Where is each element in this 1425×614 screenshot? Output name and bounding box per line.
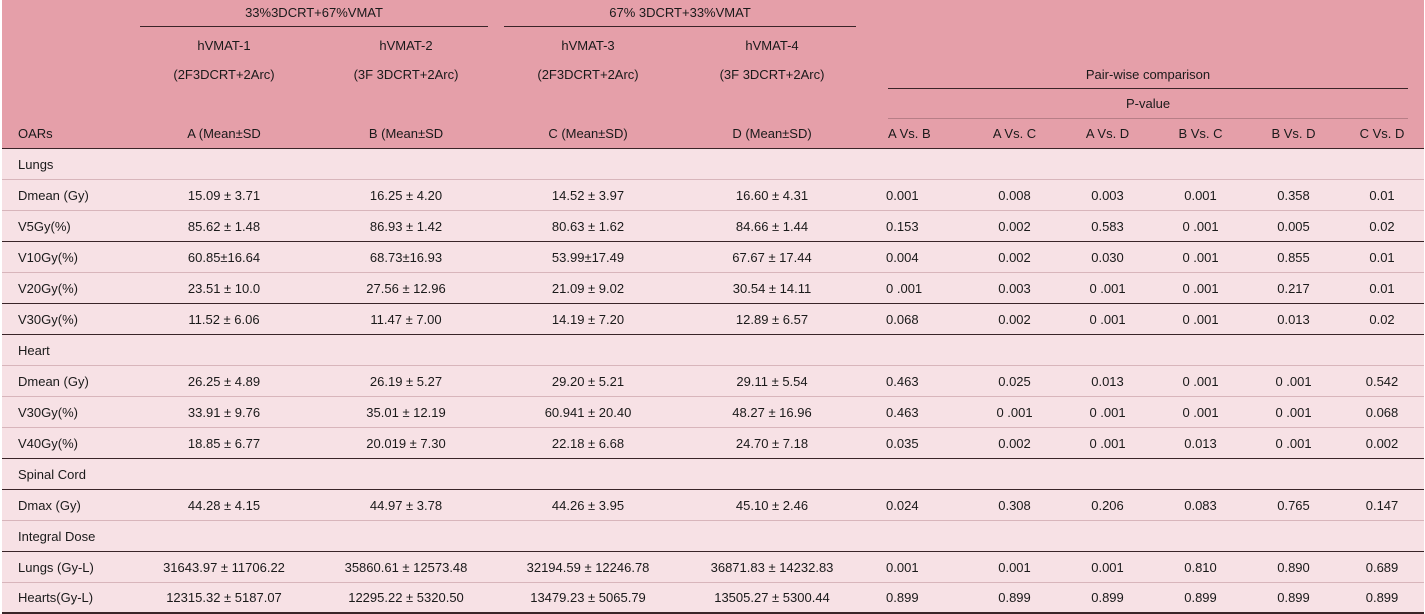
row-label: V10Gy(%) [2, 242, 132, 273]
plan-config-b: (3F 3DCRT+2Arc) [316, 59, 496, 89]
table-row [2, 273, 1424, 304]
value-cell-b: 35860.61 ± 12573.48 [316, 552, 496, 583]
value-cell-c: 44.26 ± 3.95 [496, 490, 680, 521]
pvalue-cell: 0 .001 [864, 273, 968, 304]
pvalue-cell: 0.217 [1247, 273, 1340, 304]
pvalue-cell: 0.01 [1340, 242, 1424, 273]
value-cell-c: 14.19 ± 7.20 [496, 304, 680, 335]
oars-header: OARs [2, 89, 132, 149]
pvalue-cell: 0.001 [968, 552, 1061, 583]
pvalue-cell: 0.035 [864, 428, 968, 459]
pvalue-cell: 0.002 [1340, 428, 1424, 459]
table-header [2, 0, 1424, 149]
section-label: Lungs [2, 149, 132, 180]
row-label: Hearts(Gy-L) [2, 583, 132, 614]
pvalue-cell: 0.030 [1061, 242, 1154, 273]
pvalue-cell: 0 .001 [1247, 397, 1340, 428]
pvalue-cell: 0.068 [1340, 397, 1424, 428]
value-cell-a: 44.28 ± 4.15 [132, 490, 316, 521]
plan-name-b: hVMAT-2 [316, 31, 496, 59]
pvalue-cell: 0.083 [1154, 490, 1247, 521]
comparison-table [2, 0, 1424, 614]
value-cell-c: 13479.23 ± 5065.79 [496, 583, 680, 614]
pvalue-cell: 0.013 [1247, 304, 1340, 335]
pvalue-cell: 0.025 [968, 366, 1061, 397]
value-cell-c: 29.20 ± 5.21 [496, 366, 680, 397]
value-cell-a: 60.85±16.64 [132, 242, 316, 273]
table-row [2, 428, 1424, 459]
value-cell-a: 23.51 ± 10.0 [132, 273, 316, 304]
pvalue-cell: 0.003 [968, 273, 1061, 304]
pvalue-cell: 0.005 [1247, 211, 1340, 242]
pvalue-cell: 0.068 [864, 304, 968, 335]
pvalue-cell: 0.689 [1340, 552, 1424, 583]
table-row [2, 397, 1424, 428]
value-cell-c: 14.52 ± 3.97 [496, 180, 680, 211]
value-cell-b: 86.93 ± 1.42 [316, 211, 496, 242]
pvalue-cell: 0.002 [968, 304, 1061, 335]
pvalue-cell: 0.899 [1340, 583, 1424, 614]
pvalue-cell: 0.206 [1061, 490, 1154, 521]
pvalue-cell: 0.001 [864, 180, 968, 211]
pvalue-cell: 0.024 [864, 490, 968, 521]
row-label: V30Gy(%) [2, 304, 132, 335]
plan-config-d: (3F 3DCRT+2Arc) [680, 59, 864, 89]
stat-header-c: C (Mean±SD) [496, 89, 680, 149]
plan-config-c: (2F3DCRT+2Arc) [496, 59, 680, 89]
pvalue-cell: 0.004 [864, 242, 968, 273]
comparison-header-2: A Vs. D [1061, 119, 1154, 149]
pairwise-header: Pair-wise comparison [888, 67, 1408, 89]
row-label: V5Gy(%) [2, 211, 132, 242]
pvalue-cell: 0.013 [1154, 428, 1247, 459]
plan-name-a: hVMAT-1 [132, 31, 316, 59]
pvalue-cell: 0.003 [1061, 180, 1154, 211]
pvalue-cell: 0.001 [864, 552, 968, 583]
row-label: Lungs (Gy-L) [2, 552, 132, 583]
pvalue-cell: 0.899 [968, 583, 1061, 614]
value-cell-b: 20.019 ± 7.30 [316, 428, 496, 459]
pvalue-cell: 0 .001 [1154, 304, 1247, 335]
pvalue-cell: 0.583 [1061, 211, 1154, 242]
pvalue-cell: 0.899 [1061, 583, 1154, 614]
value-cell-b: 12295.22 ± 5320.50 [316, 583, 496, 614]
table-body [2, 149, 1424, 614]
value-cell-b: 26.19 ± 5.27 [316, 366, 496, 397]
value-cell-d: 48.27 ± 16.96 [680, 397, 864, 428]
comparison-header-1: A Vs. C [968, 119, 1061, 149]
pvalue-cell: 0.810 [1154, 552, 1247, 583]
pvalue-cell: 0.02 [1340, 211, 1424, 242]
pvalue-cell: 0.899 [864, 583, 968, 614]
pvalue-cell: 0.01 [1340, 180, 1424, 211]
value-cell-a: 15.09 ± 3.71 [132, 180, 316, 211]
stat-header-a: A (Mean±SD [132, 89, 316, 149]
pvalue-cell: 0.002 [968, 428, 1061, 459]
pvalue-cell: 0.308 [968, 490, 1061, 521]
comparison-header-0: A Vs. B [864, 119, 968, 149]
comparison-header-4: B Vs. D [1247, 119, 1340, 149]
value-cell-c: 53.99±17.49 [496, 242, 680, 273]
table-row [2, 242, 1424, 273]
comparison-header-5: C Vs. D [1340, 119, 1424, 149]
section-row [2, 149, 1424, 180]
pvalue-cell: 0.002 [968, 211, 1061, 242]
row-label: V20Gy(%) [2, 273, 132, 304]
pvalue-cell: 0.855 [1247, 242, 1340, 273]
row-label: V40Gy(%) [2, 428, 132, 459]
table-row [2, 552, 1424, 583]
value-cell-a: 12315.32 ± 5187.07 [132, 583, 316, 614]
value-cell-a: 18.85 ± 6.77 [132, 428, 316, 459]
group1-header: 33%3DCRT+67%VMAT [140, 5, 488, 27]
pvalue-cell: 0.890 [1247, 552, 1340, 583]
pvalue-cell: 0.463 [864, 366, 968, 397]
pvalue-cell: 0.542 [1340, 366, 1424, 397]
value-cell-d: 13505.27 ± 5300.44 [680, 583, 864, 614]
pvalue-cell: 0.358 [1247, 180, 1340, 211]
pvalue-cell: 0 .001 [1061, 397, 1154, 428]
value-cell-c: 32194.59 ± 12246.78 [496, 552, 680, 583]
group2-header: 67% 3DCRT+33%VMAT [504, 5, 856, 27]
pvalue-cell: 0 .001 [1247, 428, 1340, 459]
pvalue-cell: 0.002 [968, 242, 1061, 273]
value-cell-b: 16.25 ± 4.20 [316, 180, 496, 211]
value-cell-b: 44.97 ± 3.78 [316, 490, 496, 521]
value-cell-a: 33.91 ± 9.76 [132, 397, 316, 428]
value-cell-d: 84.66 ± 1.44 [680, 211, 864, 242]
table-row [2, 583, 1424, 614]
value-cell-d: 29.11 ± 5.54 [680, 366, 864, 397]
pvalue-cell: 0.008 [968, 180, 1061, 211]
value-cell-d: 36871.83 ± 14232.83 [680, 552, 864, 583]
section-label: Heart [2, 335, 132, 366]
section-row [2, 521, 1424, 552]
value-cell-b: 27.56 ± 12.96 [316, 273, 496, 304]
stat-header-d: D (Mean±SD) [680, 89, 864, 149]
pvalue-cell: 0.02 [1340, 304, 1424, 335]
pvalue-cell: 0.001 [1154, 180, 1247, 211]
pvalue-cell: 0 .001 [1154, 397, 1247, 428]
section-label: Spinal Cord [2, 459, 132, 490]
pvalue-cell: 0.899 [1247, 583, 1340, 614]
pvalue-cell: 0 .001 [1154, 211, 1247, 242]
row-label: V30Gy(%) [2, 397, 132, 428]
row-label: Dmean (Gy) [2, 180, 132, 211]
value-cell-d: 12.89 ± 6.57 [680, 304, 864, 335]
pvalue-cell: 0 .001 [1061, 273, 1154, 304]
section-row [2, 335, 1424, 366]
pvalue-cell: 0 .001 [1154, 366, 1247, 397]
table-row [2, 211, 1424, 242]
pvalue-cell: 0 .001 [1247, 366, 1340, 397]
pvalue-cell: 0.001 [1061, 552, 1154, 583]
value-cell-d: 30.54 ± 14.11 [680, 273, 864, 304]
value-cell-c: 60.941 ± 20.40 [496, 397, 680, 428]
value-cell-b: 11.47 ± 7.00 [316, 304, 496, 335]
pvalue-cell: 0.899 [1154, 583, 1247, 614]
value-cell-b: 68.73±16.93 [316, 242, 496, 273]
plan-name-d: hVMAT-4 [680, 31, 864, 59]
table-row [2, 490, 1424, 521]
pvalue-header: P-value [888, 90, 1408, 119]
value-cell-d: 45.10 ± 2.46 [680, 490, 864, 521]
value-cell-b: 35.01 ± 12.19 [316, 397, 496, 428]
value-cell-c: 22.18 ± 6.68 [496, 428, 680, 459]
pvalue-cell: 0.765 [1247, 490, 1340, 521]
value-cell-d: 24.70 ± 7.18 [680, 428, 864, 459]
row-label: Dmean (Gy) [2, 366, 132, 397]
plan-config-a: (2F3DCRT+2Arc) [132, 59, 316, 89]
pvalue-cell: 0.147 [1340, 490, 1424, 521]
value-cell-c: 21.09 ± 9.02 [496, 273, 680, 304]
value-cell-a: 85.62 ± 1.48 [132, 211, 316, 242]
table-row [2, 366, 1424, 397]
value-cell-d: 16.60 ± 4.31 [680, 180, 864, 211]
pvalue-cell: 0 .001 [1154, 242, 1247, 273]
pvalue-cell: 0 .001 [968, 397, 1061, 428]
table-row [2, 304, 1424, 335]
pvalue-cell: 0 .001 [1154, 273, 1247, 304]
pvalue-cell: 0 .001 [1061, 428, 1154, 459]
value-cell-d: 67.67 ± 17.44 [680, 242, 864, 273]
row-label: Dmax (Gy) [2, 490, 132, 521]
table-row [2, 180, 1424, 211]
value-cell-a: 31643.97 ± 11706.22 [132, 552, 316, 583]
value-cell-a: 11.52 ± 6.06 [132, 304, 316, 335]
value-cell-a: 26.25 ± 4.89 [132, 366, 316, 397]
stat-header-b: B (Mean±SD [316, 89, 496, 149]
pvalue-cell: 0.463 [864, 397, 968, 428]
pvalue-cell: 0.01 [1340, 273, 1424, 304]
value-cell-c: 80.63 ± 1.62 [496, 211, 680, 242]
section-label: Integral Dose [2, 521, 132, 552]
pvalue-cell: 0.153 [864, 211, 968, 242]
comparison-header-3: B Vs. C [1154, 119, 1247, 149]
section-row [2, 459, 1424, 490]
pvalue-cell: 0 .001 [1061, 304, 1154, 335]
pvalue-cell: 0.013 [1061, 366, 1154, 397]
plan-name-c: hVMAT-3 [496, 31, 680, 59]
